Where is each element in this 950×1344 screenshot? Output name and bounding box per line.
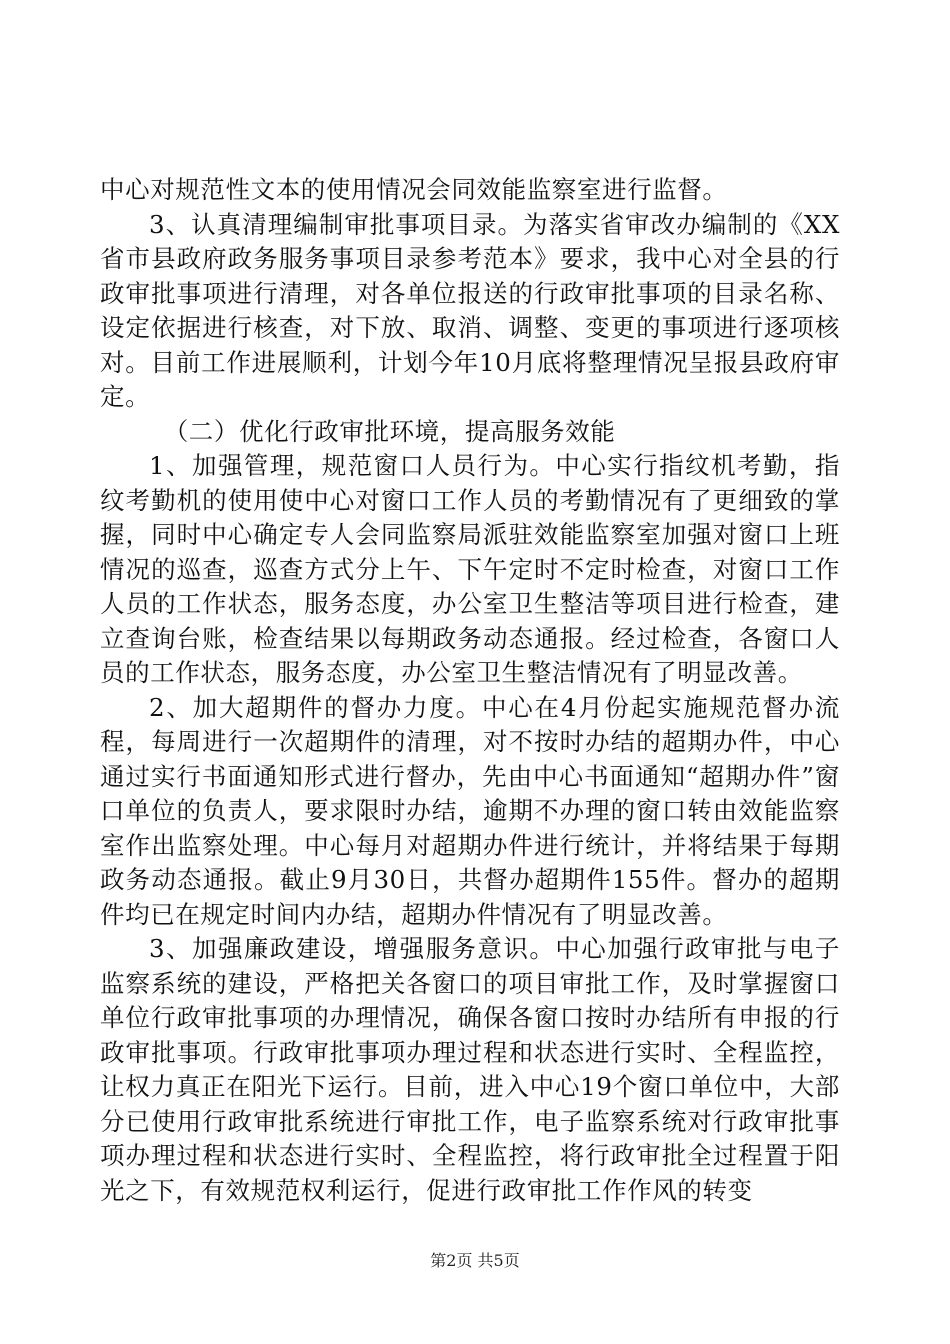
document-body [100,173,840,1208]
paragraph-item-3-catalog: 3、认真清理编制审批事项目录。为落实省审改办编制的《XX省市县政府政务服务事项目录参考范本》要求，我中心对全县的行政审批事项进行清理，对各单位报送的行政审批事项的目录名称、设定依据进行核查，对下放、取消、调整、变更的事项进行逐项核对。目前工作进展顺利，计划今年10月底将整理情况呈报县政府审定。 [100,209,840,411]
page-number-footer: 第2页 共5页 [430,1251,520,1270]
paragraph-item-3-integrity: 3、加强廉政建设，增强服务意识。中心加强行政审批与电子监察系统的建设，严格把关各窗口的项目审批工作，及时掌握窗口单位行政审批事项的办理情况，确保各窗口按时办结所有申报的行政审批事项。行政审批事项办理过程和状态进行实时、全程监控，让权力真正在阳光下运行。目前，进入中心19个窗口单位中，大部分已使用行政审批系统进行审批工作，电子监察系统对行政审批事项办理过程和状态进行实时、全程监控，将行政审批全过程置于阳光之下，有效规范权利运行，促进行政审批工作作风的转变 [100,934,840,1205]
paragraph-item-1-management: 1、加强管理，规范窗口人员行为。中心实行指纹机考勤，指纹考勤机的使用使中心对窗口工作人员的考勤情况有了更细致的掌握，同时中心确定专人会同监察局派驻效能监察室加强对窗口上班情况的巡查，巡查方式分上午、下午定时不定时检查，对窗口工作人员的工作状态，服务态度，办公室卫生整洁等项目进行检查，建立查询台账，检查结果以每期政务动态通报。经过检查，各窗口人员的工作状态，服务态度，办公室卫生整洁情况有了明显改善。 [100,451,840,687]
paragraph-item-2-overdue: 2、加大超期件的督办力度。中心在4月份起实施规范督办流程，每周进行一次超期件的清理，对不按时办结的超期办件，中心通过实行书面通知形式进行督办，先由中心书面通知“超期办件”窗口单位的负责人，要求限时办结，逾期不办理的窗口转由效能监察室作出监察处理。中心每月对超期办件进行统计，并将结果于每期政务动态通报。截止9月30日，共督办超期件155件。督办的超期件均已在规定时间内办结，超期办件情况有了明显改善。 [100,692,840,929]
section-heading-2: （二）优化行政审批环境，提高服务效能 [163,416,616,446]
paragraph-continuation: 中心对规范性文本的使用情况会同效能监察室进行监督。 [100,175,728,204]
